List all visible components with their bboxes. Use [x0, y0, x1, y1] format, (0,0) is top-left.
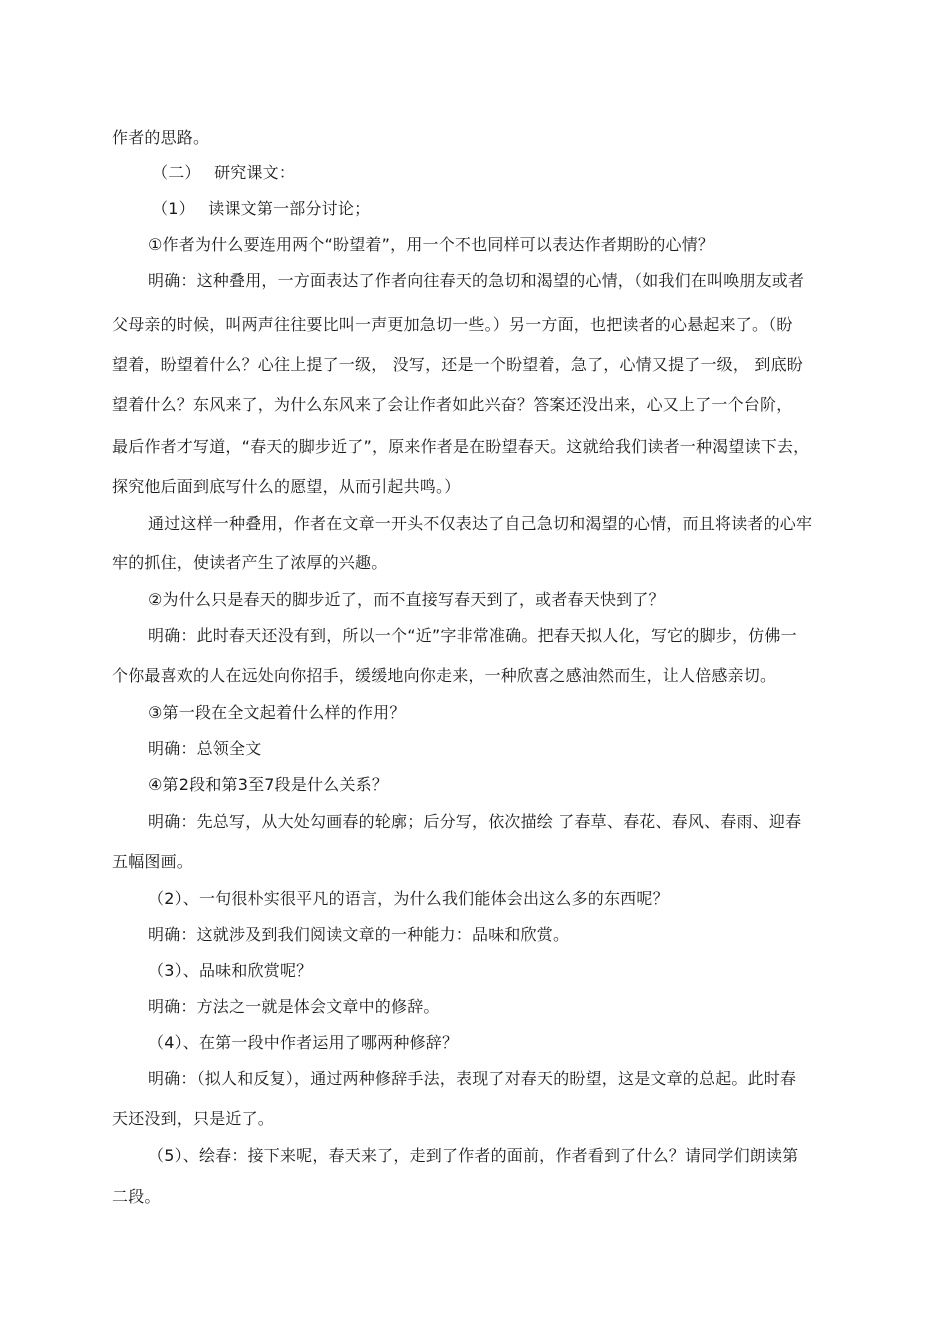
answer-line: 明确：这种叠用，一方面表达了作者向往春天的急切和渴望的心情，（如我们在叫唤朋友或者 — [148, 271, 805, 290]
question-line: （2）、一句很朴实很平凡的语言，为什么我们能体会出这么多的东西呢？ — [148, 889, 669, 908]
answer-line: 父母亲的时候，叫两声往往要比叫一声更加急切一些。）另一方面，也把读者的心悬起来了。（盼 — [112, 315, 793, 334]
question-line: ②为什么只是春天的脚步近了，而不直接写春天到了，或者春天快到了？ — [148, 590, 665, 609]
answer-line: 望着什么？东风来了，为什么东风来了会让作者如此兴奋？答案还没出来，心又上了一个台阶， — [112, 395, 793, 414]
answer-line: 明确：先总写，从大处勾画春的轮廓；后分写，依次描绘 了春草、春花、春风、春雨、迎春 — [148, 812, 802, 831]
answer-line: 明确：（拟人和反复），通过两种修辞手法，表现了对春天的盼望，这是文章的总起。此时春 — [148, 1069, 797, 1088]
section-heading: （二） 研究课文： — [152, 163, 296, 182]
paragraph-line: 通过这样一种叠用，作者在文章一开头不仅表达了自己急切和渴望的心情，而且将读者的心牢 — [148, 514, 813, 533]
question-line: ①作者为什么要连用两个“盼望着”，用一个不也同样可以表达作者期盼的心情？ — [148, 235, 715, 254]
answer-line: 明确：方法之一就是体会文章中的修辞。 — [148, 997, 440, 1016]
question-line: （5）、绘春：接下来呢，春天来了，走到了作者的面前，作者看到了什么？请同学们朗读第 — [148, 1146, 799, 1165]
question-line: 二段。 — [112, 1187, 161, 1206]
question-line: ④第2段和第3至7段是什么关系？ — [148, 775, 389, 794]
answer-line: 明确：此时春天还没有到，所以一个“近”字非常准确。把春天拟人化，写它的脚步，仿佛一 — [148, 626, 797, 645]
answer-line: 明确：总领全文 — [148, 739, 262, 758]
paragraph-line: 作者的思路。 — [112, 128, 210, 147]
answer-line: 探究他后面到底写什么的愿望，从而引起共鸣。） — [112, 477, 461, 496]
answer-line: 天还没到，只是近了。 — [112, 1109, 275, 1128]
question-line: ③第一段在全文起着什么样的作用？ — [148, 703, 406, 722]
answer-line: 五幅图画。 — [112, 852, 194, 871]
question-line: （4）、在第一段中作者运用了哪两种修辞？ — [148, 1033, 459, 1052]
answer-line: 最后作者才写道，“春天的脚步近了”，原来作者是在盼望春天。这就给我们读者一种渴望读下去， — [112, 437, 810, 456]
paragraph-line: 牢的抓住，使读者产生了浓厚的兴趣。 — [112, 553, 388, 572]
answer-line: 望着，盼望着什么？心往上提了一级， 没写，还是一个盼望着，急了，心情又提了一级， 到底盼 — [112, 355, 803, 374]
answer-line: 个你最喜欢的人在远处向你招手，缓缓地向你走来，一种欣喜之感油然而生，让人倍感亲切。 — [112, 666, 777, 685]
subsection-heading: （1） 读课文第一部分讨论； — [152, 199, 371, 218]
question-line: （3）、品味和欣赏呢？ — [148, 961, 313, 980]
answer-line: 明确：这就涉及到我们阅读文章的一种能力：品味和欣赏。 — [148, 925, 570, 944]
